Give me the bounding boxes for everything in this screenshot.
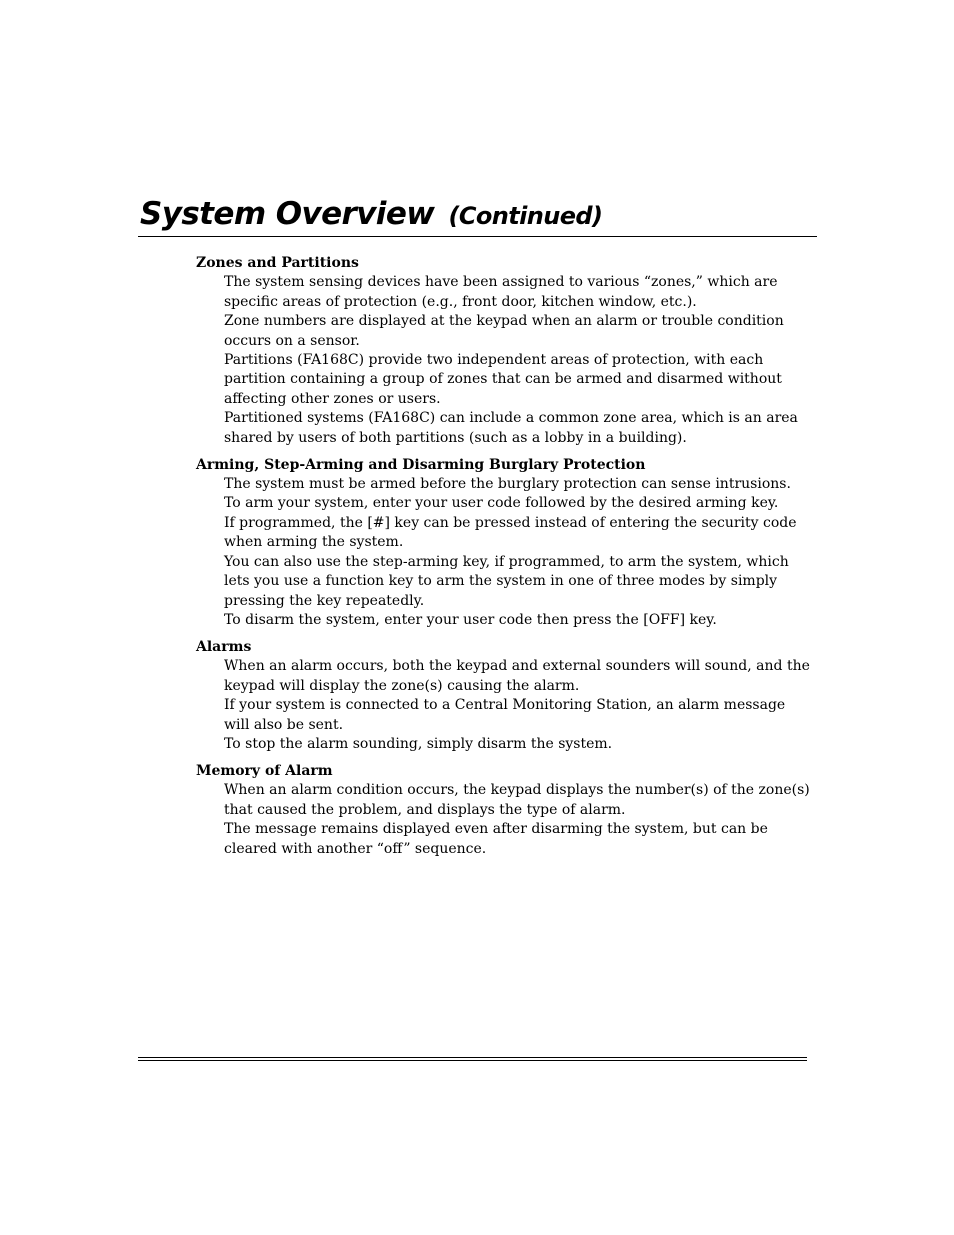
section-heading: Zones and Partitions [196,255,359,271]
paragraph: The system must be armed before the burglary protection can sense intrusions. [224,476,791,493]
paragraph: To stop the alarm sounding, simply disarm the system. [224,735,613,752]
paragraph: When an alarm occurs, both the keypad and external sounders will sound, and the keypad will display the zone(s) causing the alarm. [224,658,810,694]
section-alarms [196,638,816,754]
paragraph: Partitioned systems (FA168C) can include a common zone area, which is an area shared by users of both partitions (such as a lobby in a building). [224,410,798,446]
paragraph: Zone numbers are displayed at the keypad when an alarm or trouble condition occurs on a sensor. [224,313,784,349]
paragraph: When an alarm condition occurs, the keypad displays the number(s) of the zone(s) that caused the problem, and displays the type of alarm. [224,782,810,818]
section-heading: Arming, Step-Arming and Disarming Burglary Protection [196,456,646,473]
title-main: System Overview [140,196,435,232]
paragraph: To disarm the system, enter your user code then press the [OFF] key. [224,611,717,628]
document-body [196,254,816,867]
paragraph: You can also use the step-arming key, if programmed, to arm the system, which lets you use a function key to arm the system in one of three modes by simply pressing the key repeatedly. [224,553,789,609]
title-continued: (Continued) [448,202,603,230]
section-arming [196,456,816,631]
paragraph: If your system is connected to a Central Monitoring Station, an alarm message will also be sent. [224,697,786,733]
section-heading: Memory of Alarm [196,762,333,779]
footer-rule [138,1057,807,1061]
title-rule [138,236,817,237]
paragraph: The system sensing devices have been assigned to various “zones,” which are specific areas of protection (e.g., front door, kitchen window, etc.). [224,274,778,310]
paragraph: The message remains displayed even after disarming the system, but can be cleared with another “off” sequence. [224,821,768,857]
section-memory-of-alarm [196,762,816,859]
paragraph: To arm your system, enter your user code followed by the desired arming key. [224,495,779,512]
section-zones-and-partitions [196,254,816,448]
paragraph: Partitions (FA168C) provide two independent areas of protection, with each partition containing a group of zones that can be armed and disarmed without affecting other zones or users. [224,352,782,407]
page-title [140,194,602,236]
section-heading: Alarms [196,638,252,655]
paragraph: If programmed, the [#] key can be pressed instead of entering the security code when arming the system. [224,514,797,551]
